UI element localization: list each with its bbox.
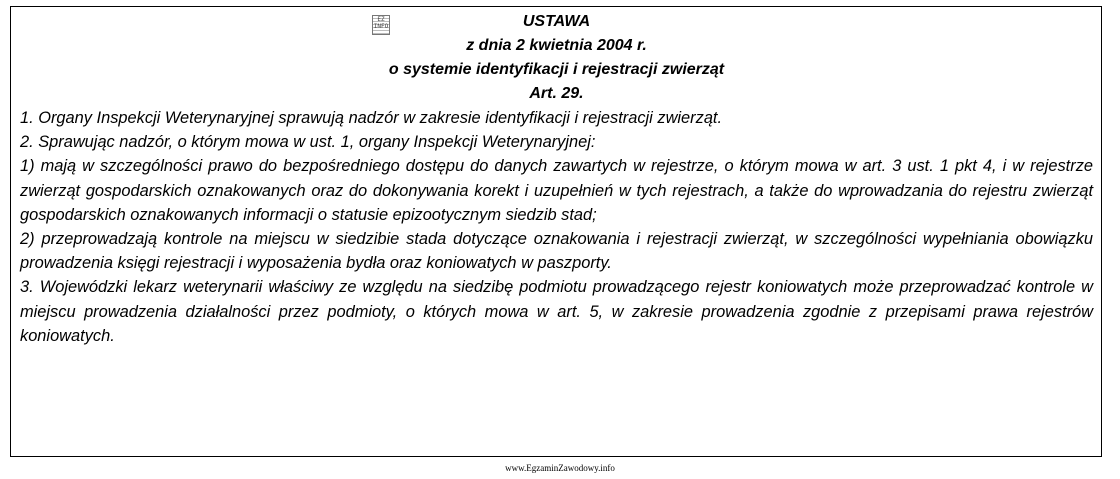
paragraph-2: 2. Sprawując nadzór, o którym mowa w ust. 1, organy Inspekcji Weterynaryjnej: — [20, 133, 596, 152]
article-heading: Art. 29. — [529, 85, 584, 102]
paragraph-2-point-1: 1) mają w szczególności prawo do bezpośredniego dostępu do danych zawartych w rejestrze, o którym mowa w art. 3 ust. 1 pkt 4, i w rejestrze zwierząt gospodarskich oznakowanych oraz do dokonywania korekt i uzupełnień w tych rejestrach, a także do wprowadzania do rejestru zwierząt gospodarskich oznakowanych informacji o statusie epizootycznym siedzib stad; — [20, 157, 1093, 224]
paragraph-1: 1. Organy Inspekcji Weterynaryjnej sprawują nadzór w zakresie identyfikacji i rejestracji zwierząt. — [20, 109, 723, 127]
document-header — [20, 10, 1093, 106]
document-subject: o systemie identyfikacji i rejestracji zwierząt — [388, 61, 725, 78]
paragraph-3: 3. Wojewódzki lekarz weterynarii właściwy ze względu na siedzibę podmiotu prowadzącego rejestr koniowatych może przeprowadzać kontrole w miejscu prowadzenia działalności przez podmioty, o których mowa w art. 5, w zakresie prowadzenia zgodnie z przepisami prawa rejestrów koniowatych. — [20, 278, 1093, 345]
paragraph-2-point-2: 2) przeprowadzają kontrole na miejscu w siedzibie stada dotyczące oznakowania i rejestracji zwierząt, w szczególności wypełniania obowiązku prowadzenia księgi rejestracji i wyposażenia bydła oraz koniowatych w paszporty. — [20, 230, 1093, 273]
document-date: z dnia 2 kwietnia 2004 r. — [466, 37, 647, 54]
article-body — [20, 106, 1093, 348]
watermark-footer: www.EgzaminZawodowy.info — [505, 463, 615, 473]
document-title: USTAWA — [522, 13, 591, 30]
document-frame — [10, 6, 1102, 457]
logo-icon: EZ INFO — [372, 15, 390, 35]
